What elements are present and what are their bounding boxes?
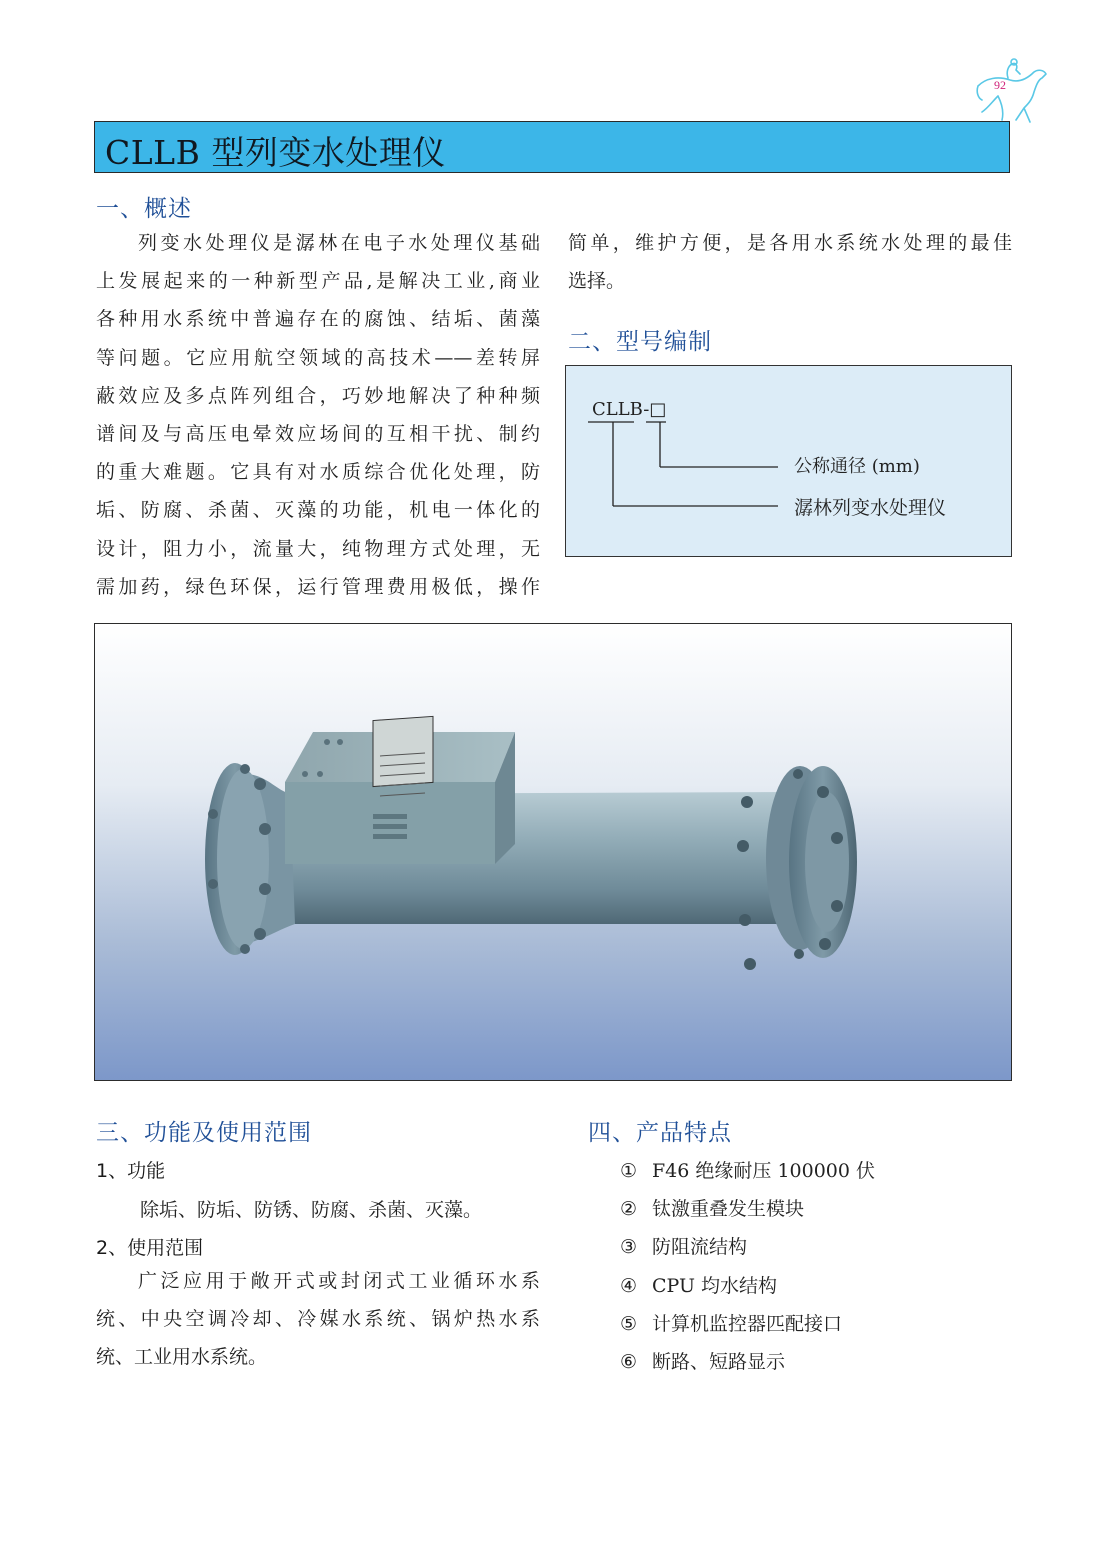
overview-line: 上发展起来的一种新型产品,是解决工业,商业 [96,270,540,293]
feature-text: 防阻流结构 [652,1236,748,1258]
model-code: CLLB-□ [592,399,667,420]
usage-line: 广泛应用于敞开式或封闭式工业循环水系 [138,1270,540,1292]
functions-subheading: 1、功能 [96,1160,166,1182]
functions-text: 除垢、防垢、防锈、防腐、杀菌、灭藻。 [140,1199,483,1221]
feature-number: ② [620,1198,638,1220]
feature-text: 钛激重叠发生模块 [652,1198,805,1220]
feature-item [620,1232,747,1259]
usage-subheading: 2、使用范围 [96,1237,204,1259]
feature-item [620,1271,777,1298]
feature-item [620,1347,785,1374]
model-code-diagram [565,365,1012,557]
overview-text-right [568,224,1012,300]
section2-heading: 二、型号编制 [568,329,712,355]
page-title: CLLB 型列变水处理仪 [105,133,446,172]
usage-text [96,1262,540,1377]
overview-line: 简单，维护方便，是各用水系统水处理的最佳 [568,232,1012,254]
diameter-label: 公称通径 (mm) [794,456,920,477]
overview-line: 需加药，绿色环保，运行管理费用极低，操作 [96,575,540,598]
overview-text-left [96,224,540,606]
section1-heading: 一、概述 [96,196,192,222]
feature-number: ④ [620,1275,638,1297]
product-photo [94,623,1012,1081]
feature-item [620,1194,804,1221]
overview-line: 列变水处理仪是潺林在电子水处理仪基础 [138,232,540,254]
overview-line: 谱间及与高压电晕效应场间的互相干扰、制约 [96,423,540,446]
model-code-leader-lines [566,366,1013,558]
overview-line: 蔽效应及多点阵列组合，巧妙地解决了种种频 [96,384,540,407]
overview-line: 选择。 [568,270,626,293]
overview-line: 各种用水系统中普遍存在的腐蚀、结垢、菌藻 [96,308,540,331]
water-treatment-device-image [95,624,1012,1081]
overview-line: 垢、防腐、杀菌、灭藻的功能，机电一体化的 [96,499,540,522]
section4-heading: 四、产品特点 [588,1120,732,1146]
overview-line: 等问题。它应用航空领域的高技术——差转屏 [96,346,540,369]
feature-item [620,1156,875,1183]
title-banner [94,121,1010,173]
usage-line: 统、工业用水系统。 [96,1346,268,1369]
page-number: 92 [994,78,1006,92]
product-label: 潺林列变水处理仪 [794,497,947,519]
feature-text: CPU 均水结构 [652,1275,778,1297]
feature-number: ⑤ [620,1313,638,1335]
feature-text: F46 绝缘耐压 100000 伏 [652,1160,876,1182]
overview-line: 的重大难题。它具有对水质综合优化处理，防 [96,461,540,484]
usage-line: 统、中央空调冷却、冷媒水系统、锅炉热水系 [96,1308,540,1331]
section3-heading: 三、功能及使用范围 [96,1120,312,1146]
overview-line: 设计，阻力小，流量大，纯物理方式处理，无 [96,537,540,560]
feature-text: 断路、短路显示 [652,1351,786,1373]
feature-text: 计算机监控器匹配接口 [652,1313,843,1335]
feature-number: ① [620,1160,638,1182]
feature-item [620,1309,842,1336]
feature-number: ⑥ [620,1351,638,1373]
feature-number: ③ [620,1236,638,1258]
